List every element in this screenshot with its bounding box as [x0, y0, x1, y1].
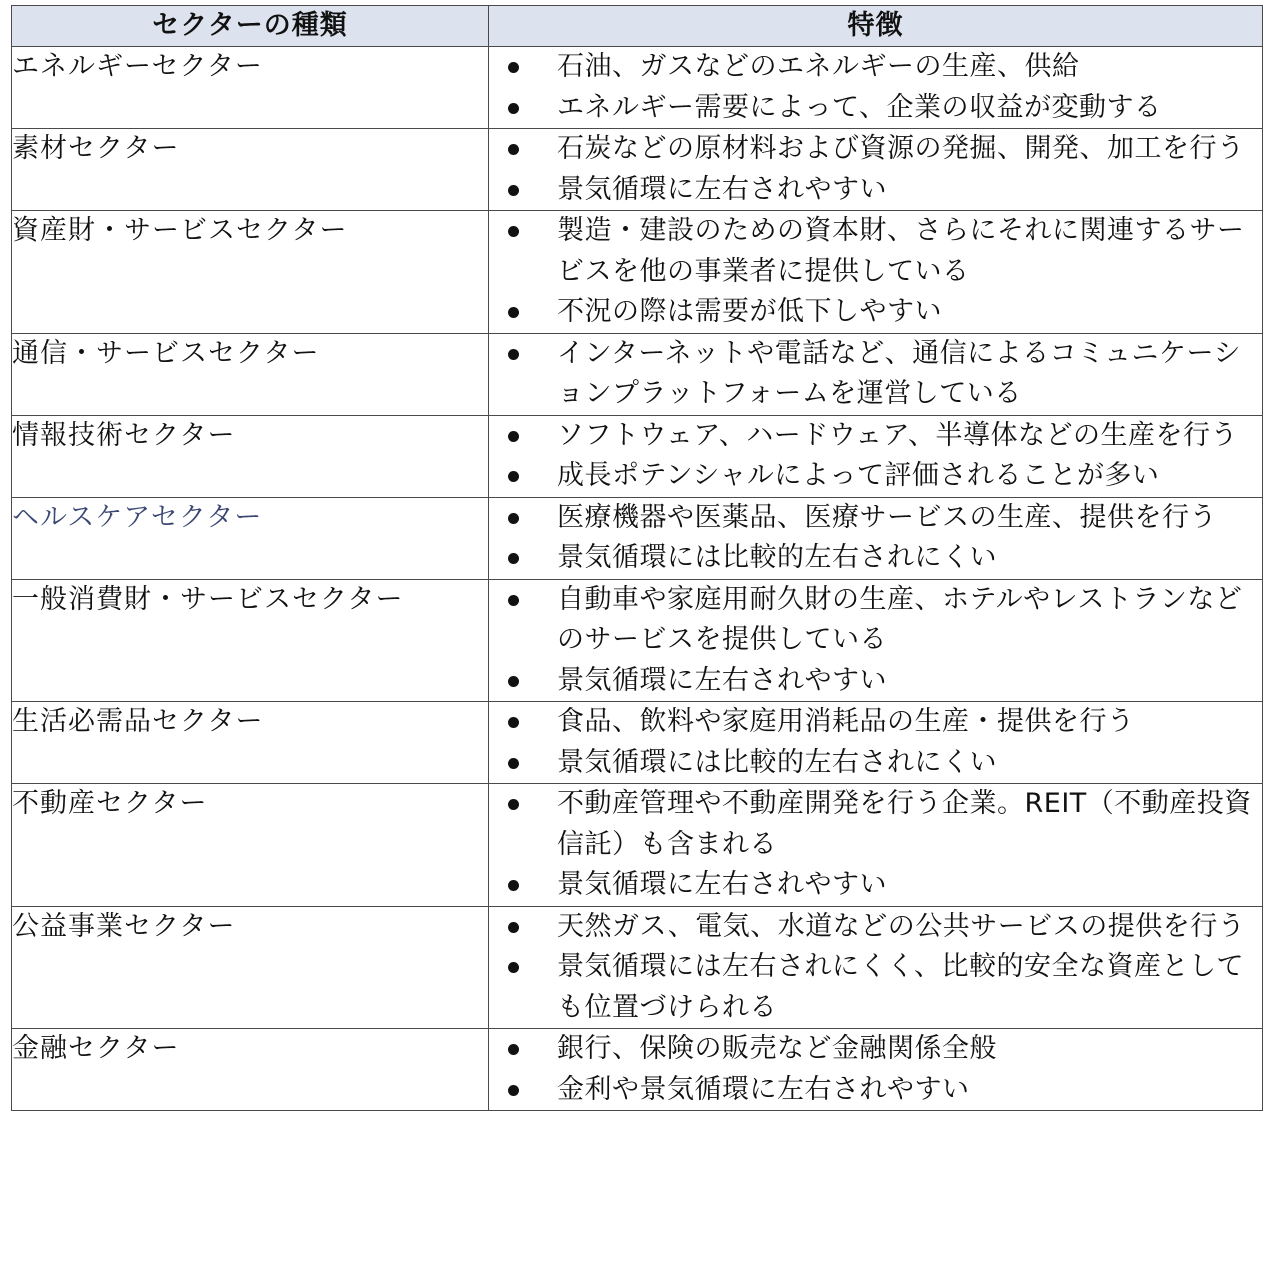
feature-item: [489, 211, 1262, 292]
feature-list: [489, 498, 1262, 579]
feature-text: 製造・建設のための資本財、さらにそれに関連するサービスを他の事業者に提供している: [557, 215, 1245, 287]
feature-item: [489, 1029, 1262, 1070]
bullet-icon: [508, 717, 519, 728]
feature-text: インターネットや電話など、通信によるコミュニケーションプラットフォームを運営している: [557, 337, 1241, 409]
sector-features: [489, 47, 1263, 129]
feature-text: 金利や景気循環に左右されやすい: [557, 1073, 970, 1105]
sector-features: [489, 1029, 1263, 1111]
feature-item: [489, 456, 1262, 497]
sector-name: 公益事業セクター: [12, 906, 489, 1029]
feature-list: [489, 211, 1262, 333]
sector-name: 情報技術セクター: [12, 415, 489, 497]
sector-features: [489, 784, 1263, 907]
bullet-icon: [508, 62, 519, 73]
feature-text: 景気循環には左右されにくく、比較的安全な資産としても位置づけられる: [557, 951, 1244, 1023]
bullet-icon: [508, 1085, 519, 1096]
feature-text: 銀行、保険の販売など金融関係全般: [557, 1033, 997, 1064]
sector-features: [489, 333, 1263, 415]
feature-list: [489, 907, 1262, 1029]
feature-item: [489, 743, 1262, 784]
feature-text: 食品、飲料や家庭用消耗品の生産・提供を行う: [557, 706, 1135, 737]
sector-name: 生活必需品セクター: [12, 702, 489, 784]
feature-item: [489, 580, 1262, 661]
feature-item: [489, 292, 1262, 333]
bullet-icon: [508, 103, 519, 114]
feature-text: 景気循環には比較的左右されにくい: [557, 746, 997, 778]
sector-features: [489, 702, 1263, 784]
table-row: [12, 1029, 1263, 1111]
sector-name: ヘルスケアセクター: [12, 497, 489, 579]
feature-list: [489, 416, 1262, 497]
feature-item: [489, 1070, 1262, 1111]
bullet-icon: [508, 799, 519, 810]
feature-item: [489, 702, 1262, 743]
feature-text: ソフトウェア、ハードウェア、半導体などの生産を行う: [557, 419, 1239, 451]
feature-item: [489, 47, 1262, 88]
bullet-icon: [508, 880, 519, 891]
feature-list: [489, 47, 1262, 128]
sector-features: [489, 497, 1263, 579]
bullet-icon: [508, 758, 519, 769]
feature-text: 天然ガス、電気、水道などの公共サービスの提供を行う: [557, 910, 1246, 942]
sector-features: [489, 211, 1263, 334]
feature-text: 医療機器や医薬品、医療サービスの生産、提供を行う: [557, 501, 1217, 533]
table-row: [12, 579, 1263, 702]
table-row: [12, 129, 1263, 211]
feature-item: [489, 661, 1262, 702]
feature-list: [489, 702, 1262, 783]
feature-text: 石油、ガスなどのエネルギーの生産、供給: [557, 51, 1080, 82]
feature-text: 成長ポテンシャルによって評価されることが多い: [557, 460, 1160, 491]
feature-text: 景気循環に左右されやすい: [557, 664, 887, 696]
bullet-icon: [508, 431, 519, 442]
sector-features: [489, 415, 1263, 497]
feature-text: 景気循環には比較的左右されにくい: [557, 542, 997, 573]
feature-item: [489, 88, 1262, 129]
sector-name: 素材セクター: [12, 129, 489, 211]
feature-text: 自動車や家庭用耐久財の生産、ホテルやレストランなどのサービスを提供している: [557, 583, 1243, 655]
bullet-icon: [508, 144, 519, 155]
table-row: [12, 497, 1263, 579]
feature-text: 不況の際は需要が低下しやすい: [557, 296, 942, 327]
feature-list: [489, 334, 1262, 415]
sector-table-container: [11, 5, 1262, 1111]
feature-item: [489, 784, 1262, 865]
table-row: [12, 906, 1263, 1029]
sector-name: 一般消費財・サービスセクター: [12, 579, 489, 702]
feature-text: 石炭などの原材料および資源の発掘、開発、加工を行う: [557, 133, 1245, 164]
sector-name: 不動産セクター: [12, 784, 489, 907]
feature-list: [489, 1029, 1262, 1110]
sector-name: エネルギーセクター: [12, 47, 489, 129]
bullet-icon: [508, 226, 519, 237]
sector-features: [489, 906, 1263, 1029]
bullet-icon: [508, 922, 519, 933]
feature-item: [489, 498, 1262, 539]
feature-item: [489, 416, 1262, 457]
sector-table: [11, 5, 1263, 1111]
bullet-icon: [508, 513, 519, 524]
table-row: [12, 47, 1263, 129]
feature-item: [489, 170, 1262, 211]
table-row: [12, 415, 1263, 497]
bullet-icon: [508, 471, 519, 482]
feature-text: 景気循環に左右されやすい: [557, 173, 887, 205]
feature-item: [489, 334, 1262, 415]
table-row: [12, 702, 1263, 784]
sector-name: 資産財・サービスセクター: [12, 211, 489, 334]
bullet-icon: [508, 553, 519, 564]
feature-item: [489, 865, 1262, 906]
feature-text: 不動産管理や不動産開発を行う企業。REIT（不動産投資信託）も含まれる: [557, 788, 1252, 860]
feature-item: [489, 947, 1262, 1028]
header-features: 特徴: [489, 6, 1263, 47]
bullet-icon: [508, 676, 519, 687]
feature-list: [489, 784, 1262, 906]
sector-name: 金融セクター: [12, 1029, 489, 1111]
header-row: [12, 6, 1263, 47]
sector-features: [489, 579, 1263, 702]
sector-name: 通信・サービスセクター: [12, 333, 489, 415]
feature-text: 景気循環に左右されやすい: [557, 869, 887, 900]
bullet-icon: [508, 962, 519, 973]
bullet-icon: [508, 185, 519, 196]
bullet-icon: [508, 595, 519, 606]
feature-text: エネルギー需要によって、企業の収益が変動する: [557, 91, 1162, 123]
table-row: [12, 211, 1263, 334]
sector-features: [489, 129, 1263, 211]
table-row: [12, 784, 1263, 907]
feature-item: [489, 907, 1262, 948]
header-sector-type: セクターの種類: [12, 6, 489, 47]
table-row: [12, 333, 1263, 415]
feature-list: [489, 129, 1262, 210]
bullet-icon: [508, 1044, 519, 1055]
feature-list: [489, 580, 1262, 702]
feature-item: [489, 538, 1262, 579]
bullet-icon: [508, 349, 519, 360]
feature-item: [489, 129, 1262, 170]
bullet-icon: [508, 307, 519, 318]
